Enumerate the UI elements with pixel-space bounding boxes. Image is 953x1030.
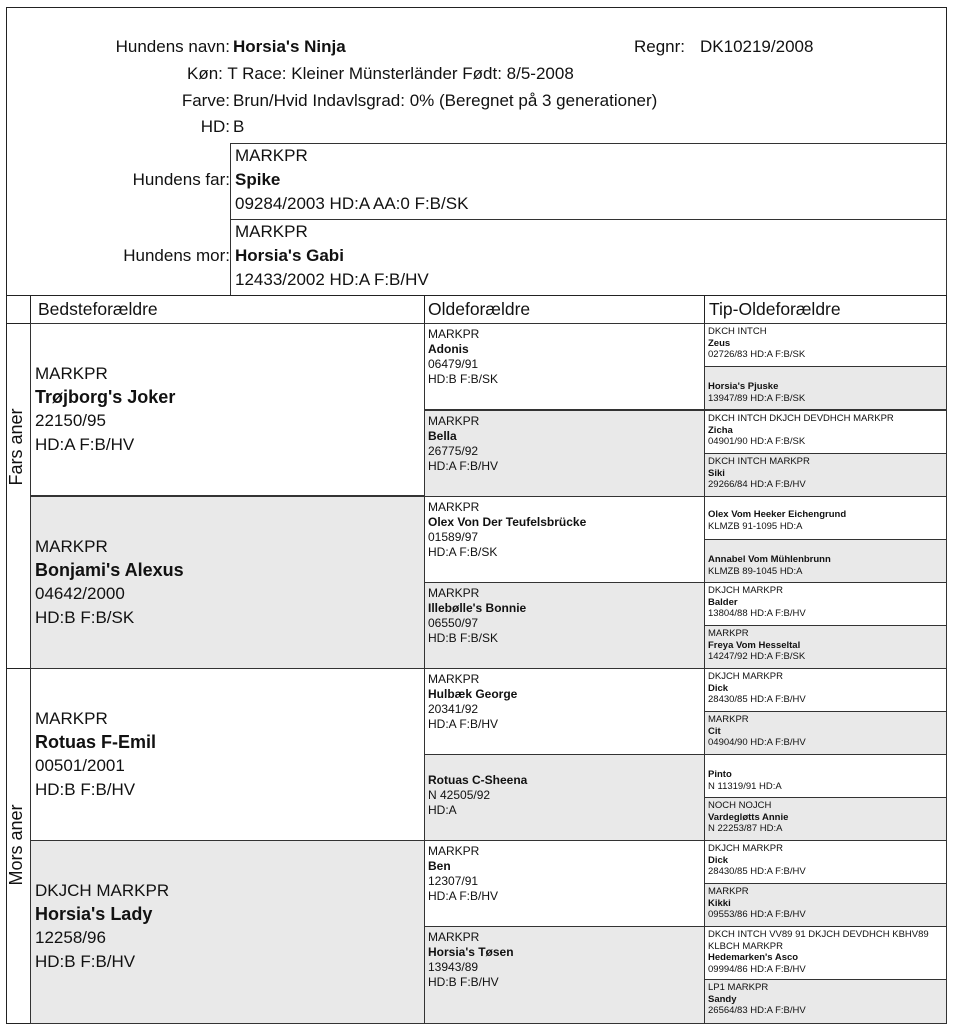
gp-title: DKJCH MARKPR bbox=[35, 881, 170, 900]
ggp-reg: 20341/92 bbox=[428, 702, 479, 716]
hd-value: B bbox=[233, 117, 245, 136]
tip-name: Dick bbox=[708, 682, 729, 694]
tip-title: DKJCH MARKPR bbox=[708, 671, 783, 682]
ggp-hd: HD:B F:B/SK bbox=[428, 372, 499, 386]
gp-name: Rotuas F-Emil bbox=[35, 731, 157, 752]
ggp-title: MARKPR bbox=[428, 844, 480, 858]
tip-title: DKCH INTCH MARKPR bbox=[708, 456, 810, 467]
ggp-hd: HD:A F:B/HV bbox=[428, 717, 499, 731]
ggp-name: Horsia's Tøsen bbox=[428, 945, 514, 959]
gp-hd: HD:B F:B/HV bbox=[35, 951, 136, 971]
great-grandparent-cell bbox=[424, 754, 705, 841]
great-grandparent-cell bbox=[424, 926, 705, 1024]
tip-title: MARKPR bbox=[708, 714, 749, 725]
ggp-name: Olex Von Der Teufelsbrücke bbox=[428, 515, 587, 529]
header-tip-oldeforaeldre: Tip-Oldeforældre bbox=[709, 299, 841, 319]
color-value: Brun/Hvid Indavlsgrad: 0% (Beregnet på 3 generationer) bbox=[233, 91, 658, 110]
tip-name: Siki bbox=[708, 467, 725, 479]
gp-name: Trøjborg's Joker bbox=[35, 386, 176, 407]
grandparent-cell bbox=[30, 668, 425, 841]
tip-details: 28430/85 HD:A F:B/HV bbox=[708, 866, 806, 877]
tip-details: 28430/85 HD:A F:B/HV bbox=[708, 694, 806, 705]
ggp-name: Hulbæk George bbox=[428, 687, 518, 701]
tip-details: 02726/83 HD:A F:B/SK bbox=[708, 349, 806, 360]
name-label: Hundens navn: bbox=[115, 37, 230, 56]
tip-cell bbox=[704, 711, 947, 755]
gp-title: MARKPR bbox=[35, 537, 108, 556]
ggp-title: MARKPR bbox=[428, 930, 480, 944]
gp-reg: 22150/95 bbox=[35, 411, 106, 430]
mother-label: Hundens mor: bbox=[123, 246, 230, 265]
tip-name: Balder bbox=[708, 596, 738, 608]
ggp-name: Ben bbox=[428, 859, 451, 873]
gp-reg: 12258/96 bbox=[35, 928, 106, 947]
tip-cell bbox=[704, 754, 947, 798]
tip-details: 13804/88 HD:A F:B/HV bbox=[708, 608, 806, 619]
header-oldeforaeldre: Oldeforældre bbox=[428, 299, 531, 319]
ggp-reg: 06479/91 bbox=[428, 357, 479, 371]
great-grandparent-cell bbox=[424, 323, 705, 410]
tip-details: KLMZB 89-1045 HD:A bbox=[708, 565, 803, 577]
tip-name: Zeus bbox=[708, 337, 731, 349]
father-label: Hundens far: bbox=[132, 170, 230, 189]
tip-title: DKJCH MARKPR bbox=[708, 843, 783, 854]
ggp-reg: N 42505/92 bbox=[428, 788, 491, 802]
tip-cell bbox=[704, 453, 947, 497]
tip-cell bbox=[704, 625, 947, 669]
tip-title: MARKPR bbox=[708, 886, 749, 897]
gp-title: MARKPR bbox=[35, 364, 108, 383]
ggp-hd: HD:B F:B/HV bbox=[428, 975, 499, 989]
tip-cell bbox=[704, 410, 947, 454]
tip-cell bbox=[704, 496, 947, 540]
hd-label: HD: bbox=[200, 117, 230, 136]
tip-name: Kikki bbox=[708, 897, 731, 909]
tip-title: LP1 MARKPR bbox=[708, 982, 769, 993]
mother-name: Horsia's Gabi bbox=[235, 246, 344, 265]
ggp-hd: HD:A bbox=[428, 803, 457, 817]
gp-title: MARKPR bbox=[35, 709, 108, 728]
ggp-name: Illebølle's Bonnie bbox=[428, 601, 527, 615]
tip-cell bbox=[704, 926, 947, 980]
tip-cell bbox=[704, 366, 947, 410]
ggp-reg: 12307/91 bbox=[428, 874, 479, 888]
gp-reg: 04642/2000 bbox=[35, 584, 125, 603]
sex-race-born-line: Køn: T Race: Kleiner Münsterländer Født: 8/5-2008 bbox=[187, 64, 574, 83]
tip-cell bbox=[704, 668, 947, 712]
great-grandparent-cell bbox=[424, 582, 705, 669]
tip-title: NOCH NOJCH bbox=[708, 800, 772, 811]
tip-name: Dick bbox=[708, 854, 729, 866]
tip-title: DKCH INTCH DKJCH DEVDHCH MARKPR bbox=[708, 413, 894, 424]
gp-name: Horsia's Lady bbox=[35, 903, 153, 924]
header-bedsteforaeldre: Bedsteforældre bbox=[38, 299, 158, 319]
gp-reg: 00501/2001 bbox=[35, 756, 125, 775]
great-grandparent-cell bbox=[424, 496, 705, 583]
tip-name: Freya Vom Hesseltal bbox=[708, 639, 801, 651]
father-name: Spike bbox=[235, 170, 281, 189]
tip-details: 13947/89 HD:A F:B/SK bbox=[708, 392, 806, 404]
great-grandparent-cell bbox=[424, 840, 705, 927]
father-details: 09284/2003 HD:A AA:0 F:B/SK bbox=[235, 194, 469, 213]
tip-name: Pinto bbox=[708, 769, 732, 780]
grandparent-cell bbox=[30, 496, 425, 669]
regnr-label: Regnr: bbox=[634, 37, 686, 56]
ggp-title: MARKPR bbox=[428, 672, 480, 686]
tip-details: 09553/86 HD:A F:B/HV bbox=[708, 909, 806, 920]
tip-details: KLMZB 91-1095 HD:A bbox=[708, 520, 803, 532]
mother-title: MARKPR bbox=[235, 222, 308, 241]
tip-name: Horsia's Pjuske bbox=[708, 381, 779, 392]
header-divider bbox=[6, 295, 947, 296]
tip-name: Olex Vom Heeker Eichengrund bbox=[708, 509, 847, 520]
tip-cell bbox=[704, 582, 947, 626]
tip-details: 29266/84 HD:A F:B/HV bbox=[708, 479, 806, 490]
tip-details: 26564/83 HD:A F:B/HV bbox=[708, 1005, 806, 1016]
father-title: MARKPR bbox=[235, 146, 308, 165]
tip-details: N 11319/91 HD:A bbox=[708, 780, 782, 792]
tip-name: Zicha bbox=[708, 424, 733, 436]
tip-name: Annabel Vom Mühlenbrunn bbox=[708, 554, 831, 565]
ggp-title: MARKPR bbox=[428, 414, 480, 428]
tip-name: Hedemarken's Asco bbox=[708, 952, 799, 963]
tip-cell bbox=[704, 883, 947, 927]
tip-title: MARKPR bbox=[708, 628, 749, 639]
ggp-hd: HD:B F:B/SK bbox=[428, 631, 499, 645]
ggp-hd: HD:A F:B/HV bbox=[428, 889, 499, 903]
tip-details: 04904/90 HD:A F:B/HV bbox=[708, 737, 806, 748]
gp-hd: HD:B F:B/HV bbox=[35, 779, 136, 799]
gp-name: Bonjami's Alexus bbox=[35, 559, 184, 580]
tip-cell bbox=[704, 323, 947, 367]
ggp-title: MARKPR bbox=[428, 586, 480, 600]
tip-details: N 22253/87 HD:A bbox=[708, 823, 783, 834]
tip-name: Cit bbox=[708, 725, 721, 737]
tip-title: DKJCH MARKPR bbox=[708, 585, 783, 596]
ggp-title: MARKPR bbox=[428, 327, 480, 341]
ggp-hd: HD:A F:B/HV bbox=[428, 459, 499, 473]
ggp-reg: 01589/97 bbox=[428, 530, 479, 544]
ggp-reg: 06550/97 bbox=[428, 616, 479, 630]
ggp-hd: HD:A F:B/SK bbox=[428, 545, 498, 559]
side-divider bbox=[6, 668, 30, 669]
tip-cell bbox=[704, 979, 947, 1024]
tip-name: Sandy bbox=[708, 993, 737, 1005]
ggp-reg: 26775/92 bbox=[428, 444, 479, 458]
color-label: Farve: bbox=[181, 91, 230, 110]
tip-cell bbox=[704, 840, 947, 884]
tip-name: Vardegløtts Annie bbox=[708, 811, 789, 823]
great-grandparent-cell bbox=[424, 410, 705, 497]
grandparent-cell bbox=[30, 323, 425, 496]
tip-details: 04901/90 HD:A F:B/SK bbox=[708, 436, 806, 447]
tip-cell bbox=[704, 539, 947, 583]
tip-cell bbox=[704, 797, 947, 841]
mother-details: 12433/2002 HD:A F:B/HV bbox=[235, 270, 429, 289]
grandparent-cell bbox=[30, 840, 425, 1024]
ggp-name: Bella bbox=[428, 429, 457, 443]
tip-details: 09994/86 HD:A F:B/HV bbox=[708, 963, 806, 975]
regnr-value: DK10219/2008 bbox=[700, 37, 814, 56]
ggp-reg: 13943/89 bbox=[428, 960, 479, 974]
ggp-title: MARKPR bbox=[428, 500, 480, 514]
ggp-name: Adonis bbox=[428, 342, 469, 356]
tip-title: DKCH INTCH bbox=[708, 326, 767, 337]
great-grandparent-cell bbox=[424, 668, 705, 755]
fars-aner-label: Fars aner bbox=[6, 408, 26, 486]
ggp-name: Rotuas C-Sheena bbox=[428, 773, 528, 787]
mors-aner-label: Mors aner bbox=[6, 804, 26, 886]
gp-hd: HD:B F:B/SK bbox=[35, 607, 135, 627]
gp-hd: HD:A F:B/HV bbox=[35, 434, 135, 454]
dog-name: Horsia's Ninja bbox=[233, 37, 346, 56]
tip-title: DKCH INTCH VV89 91 DKJCH DEVDHCH KBHV89 KLBCH MARKPR bbox=[708, 929, 929, 952]
tip-details: 14247/92 HD:A F:B/SK bbox=[708, 651, 806, 662]
